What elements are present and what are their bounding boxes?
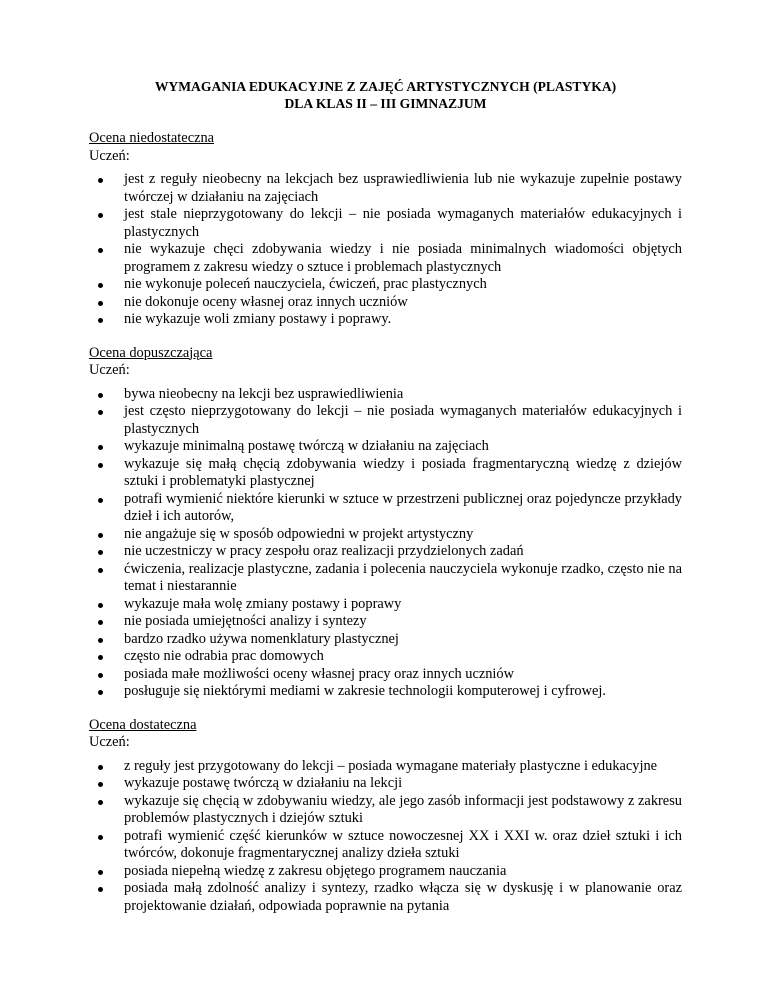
bullet-icon xyxy=(98,410,103,415)
section-dostateczna xyxy=(89,717,682,916)
list-item: często nie odrabia prac domowych xyxy=(89,648,682,666)
bullet-icon xyxy=(98,673,103,678)
section-subject: Uczeń: xyxy=(89,362,130,378)
title-line-1: WYMAGANIA EDUKACYJNE Z ZAJĘĆ ARTYSTYCZNYCH (PLASTYKA) xyxy=(154,79,617,94)
bullet-icon xyxy=(98,550,103,555)
requirements-list xyxy=(89,171,682,329)
bullet-icon xyxy=(98,463,103,468)
list-item: nie angażuje się w sposób odpowiedni w projekt artystyczny xyxy=(89,526,682,544)
bullet-icon xyxy=(98,178,103,183)
list-item: wykazuje się chęcią w zdobywaniu wiedzy, ale jego zasób informacji jest podstawowy z zakresu problemów plastycznych i dziejów sztuki xyxy=(89,793,682,828)
title-line-2: DLA KLAS II – III GIMNAZJUM xyxy=(284,95,487,111)
bullet-icon xyxy=(98,655,103,660)
list-item: posiada niepełną wiedzę z zakresu objętego programem nauczania xyxy=(89,863,682,881)
list-item: nie wykonuje poleceń nauczyciela, ćwiczeń, prac plastycznych xyxy=(89,276,682,294)
list-item: z reguły jest przygotowany do lekcji – posiada wymagane materiały plastyczne i edukacyjne xyxy=(89,758,682,776)
bullet-icon xyxy=(98,445,103,450)
list-item: wykazuje postawę twórczą w działaniu na lekcji xyxy=(89,775,682,793)
list-item: nie wykazuje woli zmiany postawy i poprawy. xyxy=(89,311,682,329)
section-subject: Uczeń: xyxy=(89,147,130,164)
section-dopuszczajaca xyxy=(89,345,682,701)
bullet-icon xyxy=(98,887,103,892)
list-item: bardzo rzadko używa nomenklatury plastycznej xyxy=(89,631,682,649)
bullet-icon xyxy=(98,213,103,218)
requirements-list xyxy=(89,386,682,701)
list-item: jest z reguły nieobecny na lekcjach bez usprawiedliwienia lub nie wykazuje zupełnie postawy twórczej w działaniu na zajęciach xyxy=(89,171,682,206)
requirements-list xyxy=(89,758,682,916)
list-item: wykazuje się małą chęcią zdobywania wiedzy i posiada fragmentaryczną wiedzę z dziejów sztuki i problematyki plastycznej xyxy=(89,456,682,491)
bullet-icon xyxy=(98,318,103,323)
section-heading: Ocena dopuszczająca xyxy=(89,344,213,361)
bullet-icon xyxy=(98,765,103,770)
list-item: nie dokonuje oceny własnej oraz innych uczniów xyxy=(89,294,682,312)
bullet-icon xyxy=(98,498,103,503)
bullet-icon xyxy=(98,283,103,288)
section-heading: Ocena niedostateczna xyxy=(89,130,215,146)
bullet-icon xyxy=(98,782,103,787)
list-item: bywa nieobecny na lekcji bez usprawiedliwienia xyxy=(89,386,682,404)
bullet-icon xyxy=(98,248,103,253)
list-item: jest stale nieprzygotowany do lekcji – nie posiada wymaganych materiałów edukacyjnych i plastycznych xyxy=(89,206,682,241)
bullet-icon xyxy=(98,835,103,840)
list-item: nie posiada umiejętności analizy i syntezy xyxy=(89,613,682,631)
list-item: ćwiczenia, realizacje plastyczne, zadania i polecenia nauczyciela wykonuje rzadko, często nie na temat i niestarannie xyxy=(89,561,682,596)
list-item: posługuje się niektórymi mediami w zakresie technologii komputerowej i cyfrowej. xyxy=(89,683,682,701)
section-heading: Ocena dostateczna xyxy=(89,716,197,733)
list-item: wykazuje minimalną postawę twórczą w działaniu na zajęciach xyxy=(89,438,682,456)
list-item: potrafi wymienić niektóre kierunki w sztuce w przestrzeni publicznej oraz pojedyncze przykłady dzieł i ich autorów, xyxy=(89,491,682,526)
list-item: potrafi wymienić część kierunków w sztuce nowoczesnej XX i XXI w. oraz dzieł sztuki i ich twórców, dokonuje fragmentarycznej analizy dzieła sztuki xyxy=(89,828,682,863)
section-subject: Uczeń: xyxy=(89,734,130,750)
list-item: jest często nieprzygotowany do lekcji – nie posiada wymaganych materiałów edukacyjnych i plastycznych xyxy=(89,403,682,438)
bullet-icon xyxy=(98,393,103,398)
section-niedostateczna xyxy=(89,130,682,329)
list-item: posiada małą zdolność analizy i syntezy, rzadko włącza się w dyskusję i w planowanie oraz projektowanie działań, odpowiada poprawnie na pytania xyxy=(89,880,682,915)
bullet-icon xyxy=(98,568,103,573)
bullet-icon xyxy=(98,870,103,875)
list-item: wykazuje mała wolę zmiany postawy i poprawy xyxy=(89,596,682,614)
bullet-icon xyxy=(98,301,103,306)
document-title xyxy=(89,79,682,112)
bullet-icon xyxy=(98,533,103,538)
list-item: nie wykazuje chęci zdobywania wiedzy i nie posiada minimalnych wiadomości objętych programem z zakresu wiedzy o sztuce i problemach plastycznych xyxy=(89,241,682,276)
bullet-icon xyxy=(98,800,103,805)
bullet-icon xyxy=(98,638,103,643)
bullet-icon xyxy=(98,690,103,695)
list-item: nie uczestniczy w pracy zespołu oraz realizacji przydzielonych zadań xyxy=(89,543,682,561)
bullet-icon xyxy=(98,620,103,625)
bullet-icon xyxy=(98,603,103,608)
list-item: posiada małe możliwości oceny własnej pracy oraz innych uczniów xyxy=(89,666,682,684)
